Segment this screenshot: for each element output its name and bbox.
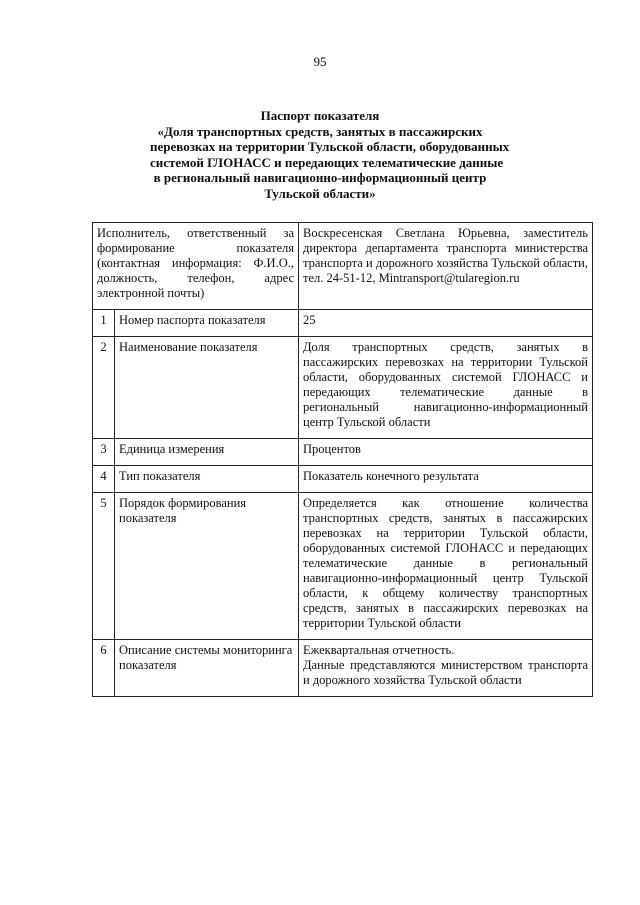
row-value: Процентов <box>299 439 593 466</box>
row-label: Тип показателя <box>115 466 299 493</box>
row-value: Показатель конечного результата <box>299 466 593 493</box>
title-line: «Доля транспортных средств, занятых в пассажирских <box>157 123 483 139</box>
executor-label: Исполнитель, ответственный за формирование показателя (контактная информация: Ф.И.О., должность, телефон, адрес электронной почты) <box>93 223 299 310</box>
title-line: системой ГЛОНАСС и передающих телематические данные <box>150 154 504 170</box>
page-number: 95 <box>313 54 327 69</box>
row-label: Номер паспорта показателя <box>115 310 299 337</box>
row-label: Единица измерения <box>115 439 299 466</box>
title-line: перевозках на территории Тульской области, оборудованных <box>150 139 510 154</box>
executor-value: Воскресенская Светлана Юрьевна, заместитель директора департамента транспорта министерства транспорта и дорожного хозяйства Тульской области, тел. 24-51-12, Mintransport@tularegion.ru <box>299 223 593 310</box>
row-number: 6 <box>93 640 115 697</box>
row-number: 3 <box>93 439 115 466</box>
row-value: Определяется как отношение количества транспортных средств, занятых в пассажирских перевозках на территории Тульской области, оборудованных системой ГЛОНАСС и передающих телематические данные в региональный навигационно-информационный центр Тульской области, к общему количеству транспортных средств, занятых в пассажирских перевозках на территории Тульской области <box>299 493 593 640</box>
table-row <box>93 310 593 337</box>
row-value-line: Данные представляются министерством транспорта и дорожного хозяйства Тульской области <box>303 658 588 687</box>
document-title <box>150 108 510 201</box>
row-number: 5 <box>93 493 115 640</box>
row-number: 4 <box>93 466 115 493</box>
executor-row <box>93 223 593 310</box>
table-row <box>93 493 593 640</box>
row-number: 2 <box>93 337 115 439</box>
row-label: Наименование показателя <box>115 337 299 439</box>
table-row <box>93 337 593 439</box>
row-label: Порядок формирования показателя <box>115 493 299 640</box>
indicator-passport-table <box>92 222 593 697</box>
row-value-line: Ежеквартальная отчетность. <box>303 643 455 657</box>
row-label: Описание системы мониторинга показателя <box>115 640 299 697</box>
title-line: Паспорт показателя <box>260 108 380 123</box>
table-row <box>93 466 593 493</box>
row-value <box>299 640 593 697</box>
table-row <box>93 439 593 466</box>
row-value: 25 <box>299 310 593 337</box>
table-row <box>93 640 593 697</box>
row-number: 1 <box>93 310 115 337</box>
title-line: Тульской области» <box>264 185 376 201</box>
title-line: в региональный навигационно-информационный центр <box>153 170 487 185</box>
row-value: Доля транспортных средств, занятых в пассажирских перевозках на территории Тульской области, оборудованных системой ГЛОНАСС и передающих телематические данные в региональный навигационно-информационный центр Тульской области <box>299 337 593 439</box>
